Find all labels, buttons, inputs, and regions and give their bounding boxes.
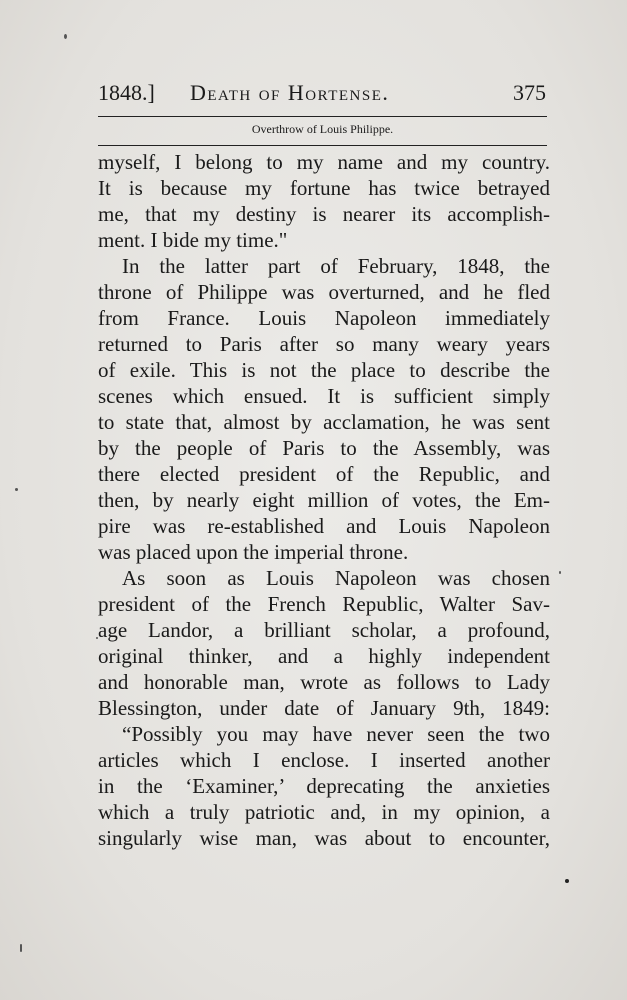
paper-speck xyxy=(64,34,67,39)
paper-speck xyxy=(559,571,561,574)
header-rule-bottom xyxy=(98,145,547,146)
text-line: from France. Louis Napoleon immediately xyxy=(98,306,550,330)
text-line: original thinker, and a highly independent xyxy=(98,644,550,668)
text-line: myself, I belong to my name and my country. xyxy=(98,150,550,174)
text-line: pire was re-established and Louis Napoleon xyxy=(98,514,550,538)
text-line: and honorable man, wrote as follows to Lady xyxy=(98,670,550,694)
text-line: scenes which ensued. It is sufficient simply xyxy=(98,384,550,408)
text-line: to state that, almost by acclamation, he was sent xyxy=(98,410,550,434)
text-line: me, that my destiny is nearer its accomplish- xyxy=(98,202,550,226)
header-rule-top xyxy=(98,116,547,117)
text-line: by the people of Paris to the Assembly, was xyxy=(98,436,550,460)
header-year: 1848.] xyxy=(98,80,155,105)
text-line: articles which I enclose. I inserted another xyxy=(98,748,550,772)
text-line: there elected president of the Republic, and xyxy=(98,462,550,486)
text-line: singularly wise man, was about to encounter, xyxy=(98,826,550,850)
header-title: Death of Hortense. xyxy=(190,80,390,105)
text-line: in the ‘Examiner,’ deprecating the anxieties xyxy=(98,774,550,798)
text-line: then, by nearly eight million of votes, the Em- xyxy=(98,488,550,512)
paper-speck xyxy=(20,944,22,952)
text-line: returned to Paris after so many weary years xyxy=(98,332,550,356)
body-text xyxy=(98,149,550,851)
text-line: “Possibly you may have never seen the two xyxy=(122,722,550,746)
paper-speck xyxy=(565,879,569,883)
text-line: which a truly patriotic and, in my opinion, a xyxy=(98,800,550,824)
text-line: Blessington, under date of January 9th, 1849: xyxy=(98,696,550,720)
text-line: throne of Philippe was overturned, and he fled xyxy=(98,280,550,304)
text-line: It is because my fortune has twice betrayed xyxy=(98,176,550,200)
text-line: was placed upon the imperial throne. xyxy=(98,540,409,564)
text-line: ment. I bide my time." xyxy=(98,228,288,252)
section-subheading: Overthrow of Louis Philippe. xyxy=(251,122,394,136)
text-line: of exile. This is not the place to describe the xyxy=(98,358,550,382)
running-header xyxy=(98,80,548,110)
text-line: As soon as Louis Napoleon was chosen xyxy=(122,566,550,590)
text-line: president of the French Republic, Walter Sav- xyxy=(98,592,550,616)
text-line: age Landor, a brilliant scholar, a profound, xyxy=(98,618,550,642)
paper-speck xyxy=(96,637,98,639)
paper-speck xyxy=(15,488,18,491)
text-line: In the latter part of February, 1848, the xyxy=(122,254,550,278)
page-number: 375 xyxy=(513,80,546,105)
